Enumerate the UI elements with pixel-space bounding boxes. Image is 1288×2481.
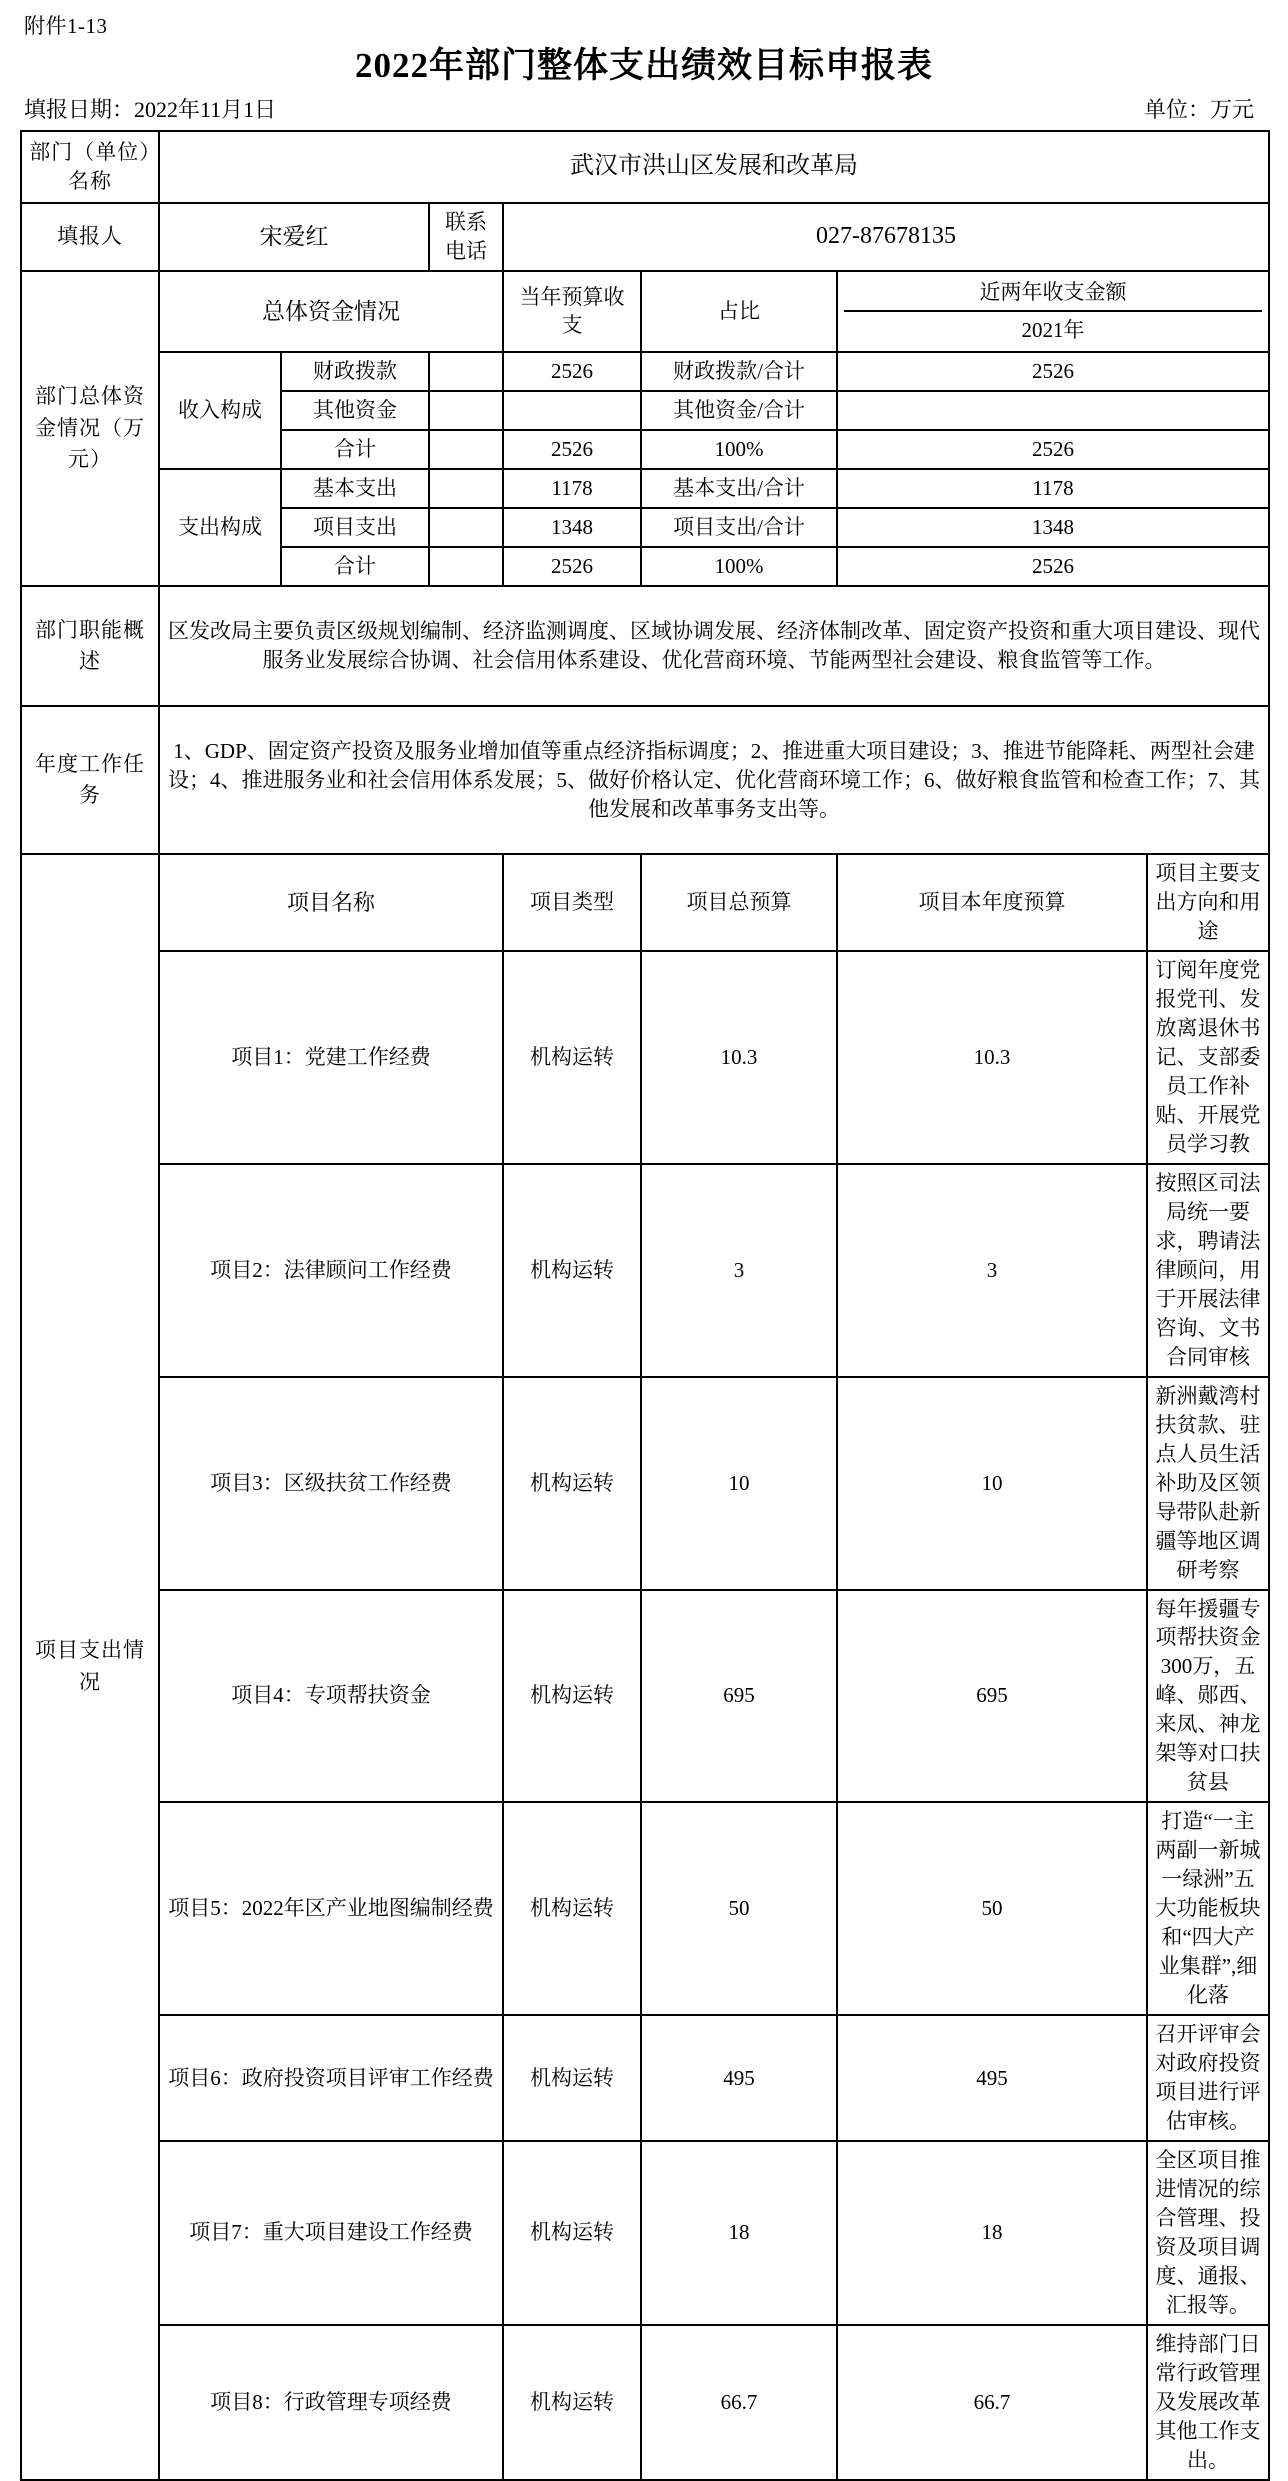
funding-item-current: 2526 [503, 352, 641, 391]
project-total-budget: 695 [641, 1590, 837, 1803]
attachment-number: 附件1-13 [24, 14, 108, 38]
project-name: 项目4：专项帮扶资金 [159, 1590, 503, 1803]
funding-item-blank [429, 430, 503, 469]
duties-row [21, 586, 1269, 706]
project-row [21, 1377, 1269, 1590]
project-row [21, 951, 1269, 1164]
col-project-type: 项目类型 [503, 854, 641, 951]
project-total-budget: 18 [641, 2141, 837, 2325]
funding-item-current: 1178 [503, 469, 641, 508]
project-year-budget: 10 [837, 1377, 1147, 1590]
funding-item-current: 2526 [503, 547, 641, 586]
project-purpose: 订阅年度党报党刊、发放离退休书记、支部委员工作补贴、开展党员学习教 [1147, 951, 1269, 1164]
project-total-budget: 66.7 [641, 2325, 837, 2480]
funding-item-current: 2526 [503, 430, 641, 469]
project-row [21, 2141, 1269, 2325]
project-name: 项目1：党建工作经费 [159, 951, 503, 1164]
project-purpose: 维持部门日常行政管理及发展改革其他工作支出。 [1147, 2325, 1269, 2480]
project-type: 机构运转 [503, 1164, 641, 1377]
project-row [21, 1164, 1269, 1377]
project-year-budget: 3 [837, 1164, 1147, 1377]
tasks-text: 1、GDP、固定资产投资及服务业增加值等重点经济指标调度；2、推进重大项目建设；3、推进节能降耗、两型社会建设；4、推进服务业和社会信用体系发展；5、做好价格认定、优化营商环境工作；6、做好粮食监管和检查工作；7、其他发展和改革事务支出等。 [159, 706, 1269, 854]
currency-unit-label: 单位：万元 [1143, 97, 1254, 123]
col-ratio: 占比 [641, 271, 837, 353]
funding-item-year2021 [837, 391, 1269, 430]
funding-item-name: 合计 [281, 547, 429, 586]
funding-item-name: 其他资金 [281, 391, 429, 430]
project-year-budget: 66.7 [837, 2325, 1147, 2480]
project-row [21, 1802, 1269, 2015]
tasks-row [21, 706, 1269, 854]
project-purpose: 每年援疆专项帮扶资金300万，五峰、郧西、来凤、神龙架等对口扶贫县 [1147, 1590, 1269, 1803]
funding-item-year2021: 2526 [837, 352, 1269, 391]
project-purpose: 打造“一主两副一新城一绿洲”五大功能板块和“四大产业集群”,细化落 [1147, 1802, 1269, 2015]
project-year-budget: 50 [837, 1802, 1147, 2015]
col-recent-years-label: 近两年收支金额 [844, 276, 1262, 313]
funding-row [21, 469, 1269, 508]
income-composition-label: 收入构成 [159, 352, 281, 469]
projects-section-label: 项目支出情况 [21, 854, 159, 2479]
phone-label: 联系电话 [429, 203, 503, 271]
expense-composition-label: 支出构成 [159, 469, 281, 586]
funding-item-year2021: 2526 [837, 430, 1269, 469]
project-name: 项目5：2022年区产业地图编制经费 [159, 1802, 503, 2015]
col-project-total-budget: 项目总预算 [641, 854, 837, 951]
document-title: 2022年部门整体支出绩效目标申报表 [354, 46, 933, 86]
reporter-label: 填报人 [21, 203, 159, 271]
funding-item-name: 财政拨款 [281, 352, 429, 391]
project-name: 项目8：行政管理专项经费 [159, 2325, 503, 2480]
col-year-2021-label: 2021年 [1021, 318, 1085, 343]
project-name: 项目3：区级扶贫工作经费 [159, 1377, 503, 1590]
phone-value: 027-87678135 [503, 203, 1269, 271]
tasks-label: 年度工作任务 [21, 706, 159, 854]
funding-item-ratio: 100% [641, 430, 837, 469]
project-purpose: 召开评审会对政府投资项目进行评估审核。 [1147, 2015, 1269, 2141]
project-year-budget: 10.3 [837, 951, 1147, 1164]
funding-item-current: 1348 [503, 508, 641, 547]
duties-text: 区发改局主要负责区级规划编制、经济监测调度、区域协调发展、经济体制改革、固定资产投资和重大项目建设、现代服务业发展综合协调、社会信用体系建设、优化营商环境、节能两型社会建设、粮食监管等工作。 [159, 586, 1269, 706]
funding-item-name: 合计 [281, 430, 429, 469]
project-type: 机构运转 [503, 1377, 641, 1590]
project-year-budget: 495 [837, 2015, 1147, 2141]
funding-item-year2021: 1348 [837, 508, 1269, 547]
project-total-budget: 495 [641, 2015, 837, 2141]
performance-target-form [20, 130, 1270, 2481]
funding-item-current [503, 391, 641, 430]
project-row [21, 1590, 1269, 1803]
funding-item-blank [429, 508, 503, 547]
fill-date-label: 填报日期：2022年11月1日 [24, 97, 277, 123]
funding-section-label: 部门总体资金情况（万元） [21, 271, 159, 587]
project-purpose: 按照区司法局统一要求，聘请法律顾问，用于开展法律咨询、文书合同审核 [1147, 1164, 1269, 1377]
project-name: 项目7：重大项目建设工作经费 [159, 2141, 503, 2325]
department-name-row [21, 131, 1269, 203]
project-name: 项目2：法律顾问工作经费 [159, 1164, 503, 1377]
project-total-budget: 10 [641, 1377, 837, 1590]
funding-item-year2021: 1178 [837, 469, 1269, 508]
funding-item-ratio: 基本支出/合计 [641, 469, 837, 508]
projects-header-row [21, 854, 1269, 951]
funding-item-name: 基本支出 [281, 469, 429, 508]
col-project-year-budget: 项目本年度预算 [837, 854, 1147, 951]
project-year-budget: 18 [837, 2141, 1147, 2325]
project-purpose: 新洲戴湾村扶贫款、驻点人员生活补助及区领导带队赴新疆等地区调研考察 [1147, 1377, 1269, 1590]
funding-item-blank [429, 547, 503, 586]
project-row [21, 2015, 1269, 2141]
funding-item-name: 项目支出 [281, 508, 429, 547]
funding-row [21, 352, 1269, 391]
project-type: 机构运转 [503, 2141, 641, 2325]
project-type: 机构运转 [503, 951, 641, 1164]
col-project-name: 项目名称 [159, 854, 503, 951]
project-row [21, 2325, 1269, 2480]
col-project-purpose: 项目主要支出方向和用途 [1147, 854, 1269, 951]
project-type: 机构运转 [503, 2015, 641, 2141]
funding-item-ratio: 其他资金/合计 [641, 391, 837, 430]
funding-item-blank [429, 352, 503, 391]
duties-label: 部门职能概述 [21, 586, 159, 706]
funding-header-row [21, 271, 1269, 353]
department-name-value: 武汉市洪山区发展和改革局 [159, 131, 1269, 203]
project-year-budget: 695 [837, 1590, 1147, 1803]
col-current-budget: 当年预算收支 [503, 271, 641, 353]
project-total-budget: 3 [641, 1164, 837, 1377]
funding-item-blank [429, 469, 503, 508]
col-recent-years [837, 271, 1269, 353]
project-name: 项目6：政府投资项目评审工作经费 [159, 2015, 503, 2141]
reporter-row [21, 203, 1269, 271]
funding-item-blank [429, 391, 503, 430]
funding-item-year2021: 2526 [837, 547, 1269, 586]
overall-funding-label: 总体资金情况 [159, 271, 503, 353]
project-type: 机构运转 [503, 1590, 641, 1803]
project-purpose: 全区项目推进情况的综合管理、投资及项目调度、通报、汇报等。 [1147, 2141, 1269, 2325]
project-type: 机构运转 [503, 2325, 641, 2480]
funding-item-ratio: 项目支出/合计 [641, 508, 837, 547]
department-name-label: 部门（单位）名称 [21, 131, 159, 203]
funding-item-ratio: 财政拨款/合计 [641, 352, 837, 391]
funding-item-ratio: 100% [641, 547, 837, 586]
project-total-budget: 50 [641, 1802, 837, 2015]
reporter-value: 宋爱红 [159, 203, 429, 271]
document-meta-row [24, 97, 1266, 123]
project-type: 机构运转 [503, 1802, 641, 2015]
project-total-budget: 10.3 [641, 951, 837, 1164]
